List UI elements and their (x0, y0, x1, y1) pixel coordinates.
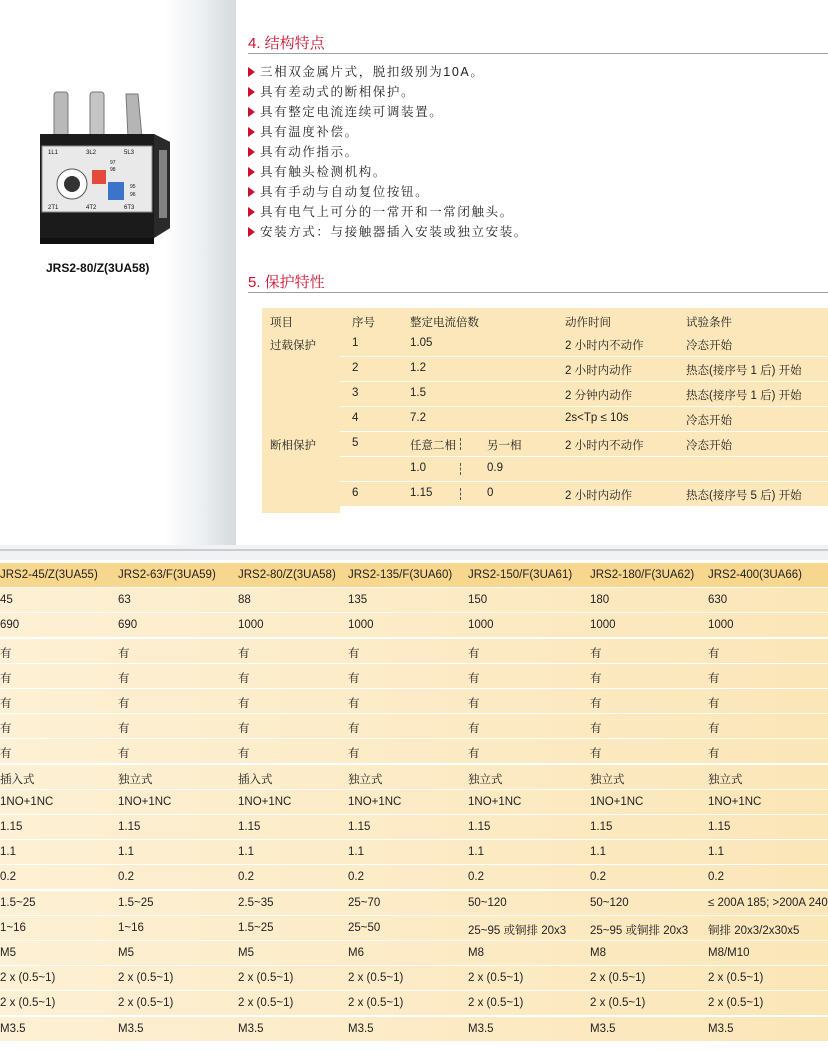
spec-cell: 有 (0, 748, 12, 761)
product-label: 95 (130, 184, 136, 190)
split-divider (460, 438, 462, 450)
spec-cell: M8 (590, 947, 606, 959)
row-time: 2 小时内动作 (565, 490, 633, 502)
spec-cell: 2 x (0.5~1) (238, 997, 294, 1010)
spec-cell: 25~50 (348, 921, 381, 934)
row-mult: 7.2 (410, 412, 426, 424)
spec-cell: 有 (468, 672, 480, 685)
product-label: 6T3 (124, 205, 135, 211)
spec-cell: M3.5 (0, 1022, 26, 1035)
spec-cell: ≤ 200A 185; >200A 240 (708, 896, 828, 909)
spec-row (0, 714, 828, 739)
bullet-icon (248, 207, 255, 217)
spec-cell: 50~120 (590, 896, 629, 909)
table-row (340, 357, 828, 381)
spec-header-row (0, 563, 828, 588)
spec-header-cell: JRS2-45/Z(3UA55) (0, 569, 98, 581)
spec-cell: 1.1 (238, 846, 254, 859)
bullet-icon (248, 167, 255, 177)
spec-cell: M5 (118, 947, 134, 959)
header-cell: 试验条件 (686, 317, 732, 329)
feature-list (248, 62, 528, 242)
spec-cell: 1NO+1NC (590, 795, 644, 808)
spec-cell: 有 (118, 672, 130, 685)
table-row (340, 482, 828, 506)
spec-cell: 63 (118, 594, 131, 607)
spec-cell: 1000 (238, 619, 264, 632)
spec-cell: 有 (590, 723, 602, 736)
row-time: 2 小时内不动作 (565, 340, 644, 352)
product-label: 3L2 (86, 150, 97, 156)
spec-cell: 有 (590, 672, 602, 685)
feature-item (248, 102, 528, 122)
spec-header-cell: JRS2-80/Z(3UA58) (238, 569, 336, 581)
row-no: 1 (352, 337, 359, 349)
row-no: 6 (352, 487, 359, 499)
spec-cell: M5 (238, 947, 254, 959)
product-label: 96 (130, 192, 136, 198)
spec-cell: 有 (118, 723, 130, 736)
feature-text: 具有电气上可分的一常开和一常闭触头。 (260, 205, 514, 219)
row-no: 5 (352, 437, 359, 449)
spec-row (0, 790, 828, 815)
spec-cell: 有 (0, 723, 12, 736)
spec-cell: 独立式 (590, 773, 625, 786)
spec-header-cell: JRS2-150/F(3UA61) (468, 569, 573, 581)
spec-cell: 1000 (468, 619, 494, 632)
spec-cell: 0.2 (348, 871, 364, 884)
spec-row (0, 840, 828, 865)
row-cond: 热态(接序号 1 后) 开始 (686, 390, 802, 402)
spec-cell: 1~16 (0, 921, 26, 934)
spec-cell: 有 (708, 672, 720, 685)
header-cell: 序号 (352, 317, 375, 329)
spec-cell: 有 (348, 647, 360, 660)
spec-cell: 1NO+1NC (468, 795, 522, 808)
spec-row (0, 664, 828, 689)
spec-cell: 0.2 (468, 871, 484, 884)
feature-text: 具有动作指示。 (260, 145, 359, 159)
row-time: 2s<Tp ≤ 10s (565, 412, 629, 424)
protection-table-header (262, 308, 828, 332)
spec-cell: 1.1 (590, 846, 606, 859)
bullet-icon (248, 127, 255, 137)
section4-rule (248, 53, 828, 54)
spec-cell: 1.15 (238, 821, 261, 833)
spec-cell: 1NO+1NC (118, 795, 172, 808)
bullet-icon (248, 87, 255, 97)
spec-cell: 有 (708, 647, 720, 660)
group-label: 断相保护 (270, 440, 316, 452)
spec-cell: 有 (590, 698, 602, 710)
spec-cell: 1.15 (348, 821, 371, 833)
feature-item (248, 162, 528, 182)
spec-cell: M3.5 (590, 1022, 616, 1035)
feature-item (248, 222, 528, 242)
spec-cell: 0.2 (708, 871, 724, 884)
row-cond: 热态(接序号 1 后) 开始 (686, 365, 802, 377)
header-cell: 整定电流倍数 (410, 317, 479, 329)
feature-item (248, 62, 528, 82)
row-mult: 1.5 (410, 387, 426, 399)
spec-cell: M3.5 (468, 1022, 494, 1035)
row-mult: 1.05 (410, 337, 433, 349)
row-mult: 1.15 (410, 487, 433, 499)
spec-cell: 2 x (0.5~1) (0, 972, 56, 985)
product-label: 1L1 (48, 150, 59, 156)
row-cond: 热态(接序号 5 后) 开始 (686, 490, 802, 502)
spec-cell: 有 (708, 723, 720, 736)
group-column (262, 332, 340, 513)
spec-cell: 2 x (0.5~1) (468, 997, 524, 1010)
split-divider (460, 463, 462, 475)
spec-cell: 2 x (0.5~1) (118, 972, 174, 985)
table-row (340, 457, 828, 481)
spec-cell: 有 (238, 672, 250, 685)
spec-cell: 0.2 (238, 871, 254, 884)
spec-row (0, 865, 828, 890)
spec-cell: M6 (348, 947, 364, 959)
split-divider (460, 488, 462, 500)
divider-band (0, 545, 828, 560)
spec-cell: 2.5~35 (238, 896, 274, 909)
spec-cell: 1.1 (348, 846, 364, 859)
spec-cell: 独立式 (348, 773, 383, 786)
spec-cell: 1~16 (118, 921, 144, 934)
product-label: 98 (110, 167, 116, 173)
spec-cell: 1.15 (708, 821, 731, 833)
spec-cell: 0.2 (590, 871, 606, 884)
row-mult: 1.0 (410, 462, 426, 474)
spec-cell: 1NO+1NC (238, 795, 292, 808)
spec-cell: 1.15 (590, 821, 613, 833)
spec-cell: 88 (238, 594, 251, 607)
spec-cell: 1NO+1NC (0, 795, 54, 808)
spec-cell: 630 (708, 594, 728, 607)
feature-item (248, 82, 528, 102)
bullet-icon (248, 67, 255, 77)
feature-text: 安装方式：与接触器插入安装或独立安装。 (260, 225, 528, 239)
table-row (340, 332, 828, 356)
spec-header-cell: JRS2-135/F(3UA60) (348, 569, 453, 581)
spec-cell: 有 (238, 698, 250, 710)
spec-cell: 2 x (0.5~1) (238, 972, 294, 985)
relay-product-image (34, 88, 174, 248)
spec-cell: 1.5~25 (118, 896, 154, 909)
spec-cell: 有 (468, 723, 480, 736)
spec-cell: 45 (0, 594, 13, 607)
spec-cell: 有 (468, 698, 480, 710)
spec-cell: 1.15 (468, 821, 491, 833)
spec-cell: M3.5 (238, 1022, 264, 1035)
spec-cell: 有 (348, 748, 360, 761)
spec-row (0, 588, 828, 613)
row-cond: 冷态开始 (686, 440, 732, 452)
spec-cell: M3.5 (118, 1022, 144, 1035)
spec-cell: 135 (348, 594, 368, 607)
spec-cell: 1000 (348, 619, 374, 632)
spec-cell: 25~70 (348, 896, 381, 909)
table-row (340, 432, 828, 456)
product-label: 4T2 (86, 205, 97, 211)
spec-cell: 25~95 或铜排 20x3 (590, 924, 689, 937)
feature-text: 三相双金属片式，脱扣级别为10A。 (260, 65, 485, 79)
spec-cell: 2 x (0.5~1) (708, 972, 764, 985)
spec-cell: 690 (0, 619, 20, 632)
spec-cell: 有 (468, 647, 480, 660)
spec-row (0, 941, 828, 966)
spec-cell: 有 (348, 672, 360, 685)
spec-cell: M3.5 (708, 1022, 734, 1035)
spec-cell: 150 (468, 594, 488, 607)
spec-cell: 1.1 (0, 846, 16, 859)
table-row (340, 407, 828, 431)
feature-text: 具有触头检测机构。 (260, 165, 387, 179)
spec-cell: 690 (118, 619, 138, 632)
spec-cell: 1.15 (118, 821, 141, 833)
row-mult-other: 另一相 (487, 440, 522, 452)
spec-cell: 有 (238, 748, 250, 761)
spec-cell: 1.1 (118, 846, 134, 859)
feature-item (248, 122, 528, 142)
spec-row (0, 991, 828, 1016)
row-no: 2 (352, 362, 359, 374)
protection-table (262, 308, 828, 513)
spec-row (0, 613, 828, 638)
spec-cell: 2 x (0.5~1) (118, 997, 174, 1010)
row-cond: 冷态开始 (686, 415, 732, 427)
row-mult-other: 0.9 (487, 462, 503, 474)
spec-header-cell: JRS2-63/F(3UA59) (118, 569, 216, 581)
spec-cell: 2 x (0.5~1) (590, 972, 646, 985)
spec-cell: 有 (708, 748, 720, 761)
spec-row (0, 815, 828, 840)
feature-item (248, 142, 528, 162)
feature-text: 具有温度补偿。 (260, 125, 359, 139)
row-mult-other: 0 (487, 487, 494, 499)
section5-title: 5. 保护特性 (248, 274, 325, 291)
spec-cell: 有 (468, 748, 480, 761)
row-separator (0, 1041, 828, 1042)
spec-row (0, 689, 828, 714)
spec-cell: 有 (348, 723, 360, 736)
section4-title: 4. 结构特点 (248, 35, 325, 52)
spec-cell: 2 x (0.5~1) (590, 997, 646, 1010)
spec-cell: 1.1 (468, 846, 484, 859)
spec-cell: 插入式 (0, 773, 35, 786)
spec-cell: 2 x (0.5~1) (348, 997, 404, 1010)
spec-cell: 插入式 (238, 773, 273, 786)
spec-row (0, 966, 828, 991)
spec-cell: 2 x (0.5~1) (708, 997, 764, 1010)
feature-item (248, 182, 528, 202)
spec-cell: 有 (590, 748, 602, 761)
spec-row (0, 765, 828, 790)
spec-cell: M5 (0, 947, 16, 959)
row-time: 2 小时内不动作 (565, 440, 644, 452)
spec-cell: 1NO+1NC (348, 795, 402, 808)
row-time: 2 小时内动作 (565, 365, 633, 377)
spec-cell: 1000 (590, 619, 616, 632)
spec-cell: 2 x (0.5~1) (468, 972, 524, 985)
feature-item (248, 202, 528, 222)
spec-cell: 2 x (0.5~1) (348, 972, 404, 985)
spec-cell: 2 x (0.5~1) (0, 997, 56, 1010)
product-caption: JRS2-80/Z(3UA58) (46, 261, 150, 275)
header-cell: 项目 (270, 317, 293, 329)
product-label: 97 (110, 160, 116, 166)
spec-cell: 1.1 (708, 846, 724, 859)
spec-header-cell: JRS2-180/F(3UA62) (590, 569, 695, 581)
spec-cell: 0.2 (0, 871, 16, 884)
spec-cell: 有 (708, 698, 720, 710)
spec-cell: 1.15 (0, 821, 23, 833)
spec-row (0, 639, 828, 664)
bullet-icon (248, 147, 255, 157)
spec-cell: 1.5~25 (0, 896, 36, 909)
row-no: 3 (352, 387, 359, 399)
spec-cell: 180 (590, 594, 610, 607)
spec-cell: 有 (118, 647, 130, 660)
spec-cell: 有 (238, 647, 250, 660)
spec-cell: 有 (348, 698, 360, 710)
group-label: 过载保护 (270, 340, 316, 352)
spec-cell: M8 (468, 947, 484, 959)
spec-cell: M8/M10 (708, 947, 750, 959)
row-no: 4 (352, 412, 359, 424)
row-cond: 冷态开始 (686, 340, 732, 352)
spec-cell: 铜排 20x3/2x30x5 (708, 924, 800, 937)
spec-cell: 有 (590, 647, 602, 660)
spec-cell: 独立式 (468, 773, 503, 786)
spec-cell: 有 (118, 748, 130, 761)
product-label: 2T1 (48, 205, 59, 211)
bullet-icon (248, 227, 255, 237)
row-mult: 任意二相 (410, 440, 456, 452)
bullet-icon (248, 187, 255, 197)
header-cell: 动作时间 (565, 317, 611, 329)
section5-rule (248, 292, 828, 293)
feature-text: 具有手动与自动复位按钮。 (260, 185, 430, 199)
spec-cell: 有 (118, 698, 130, 710)
spec-cell: 独立式 (708, 773, 743, 786)
row-mult: 1.2 (410, 362, 426, 374)
spec-cell: 0.2 (118, 871, 134, 884)
spec-cell: 独立式 (118, 773, 153, 786)
product-label: 5L3 (124, 150, 135, 156)
spec-cell: 有 (0, 647, 12, 660)
spec-row (0, 916, 828, 941)
feature-text: 具有整定电流连续可调装置。 (260, 105, 444, 119)
spec-row (0, 891, 828, 916)
section-divider (0, 549, 828, 551)
spec-header-cell: JRS2-400(3UA66) (708, 569, 802, 581)
spec-cell: 有 (0, 698, 12, 710)
spec-row (0, 739, 828, 764)
spec-cell: 25~95 或铜排 20x3 (468, 924, 567, 937)
spec-cell: 1.5~25 (238, 921, 274, 934)
spec-cell: M3.5 (348, 1022, 374, 1035)
spec-row (0, 1017, 828, 1042)
row-time: 2 分钟内动作 (565, 390, 633, 402)
spec-cell: 50~120 (468, 896, 507, 909)
spec-cell: 1NO+1NC (708, 795, 762, 808)
bullet-icon (248, 107, 255, 117)
table-row (340, 382, 828, 406)
spec-cell: 1000 (708, 619, 734, 632)
feature-text: 具有差动式的断相保护。 (260, 85, 416, 99)
spec-cell: 有 (0, 672, 12, 685)
spec-cell: 有 (238, 723, 250, 736)
